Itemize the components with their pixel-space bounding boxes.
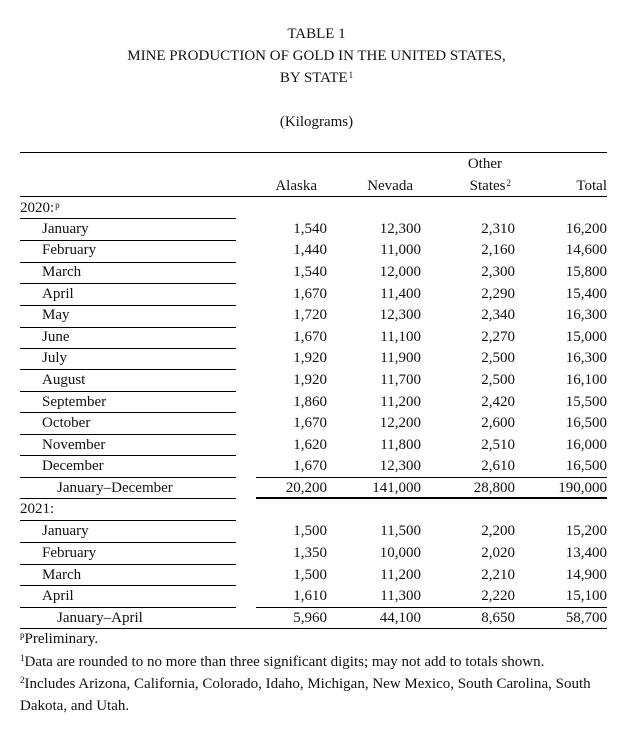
table-row: December 1,670 12,300 2,610 16,500 xyxy=(42,458,607,474)
table-row: April 1,610 11,300 2,220 15,100 xyxy=(42,588,607,604)
table-units: (Kilograms) xyxy=(279,114,354,130)
table-number: TABLE 1 xyxy=(287,26,346,42)
header-bottom-rule xyxy=(20,196,607,197)
total-row-2021: January–April 5,960 44,100 8,650 58,700 xyxy=(57,610,607,626)
table-row: August 1,920 11,700 2,500 16,100 xyxy=(42,372,607,388)
table-row: February 1,350 10,000 2,020 13,400 xyxy=(42,545,607,561)
table-row: April 1,670 11,400 2,290 15,400 xyxy=(42,286,607,302)
footnote-preliminary: $^p$Preliminary. xyxy=(20,630,99,647)
column-header-nevada: Nevada xyxy=(367,178,413,194)
top-rule xyxy=(20,152,607,153)
footnote-1: $^1$Data are rounded to no more than three significant digits; may not add to totals shown. xyxy=(20,653,545,670)
column-header-alaska: Alaska xyxy=(275,178,317,194)
footnote-ref-p: p xyxy=(55,200,60,210)
footnote-ref-1: 1 xyxy=(348,70,354,80)
table-row: September 1,860 11,200 2,420 15,500 xyxy=(42,394,607,410)
column-header-total: Total xyxy=(576,178,607,194)
table-row: May 1,720 12,300 2,340 16,300 xyxy=(42,307,607,323)
table-row: January 1,540 12,300 2,310 16,200 xyxy=(42,221,607,237)
table-title-line1: MINE PRODUCTION OF GOLD IN THE UNITED STATES, xyxy=(127,48,506,64)
table-row: February 1,440 11,000 2,160 14,600 xyxy=(42,242,607,258)
column-header-other-line1: Other xyxy=(467,156,502,172)
table-row: October 1,670 12,200 2,600 16,500 xyxy=(42,415,607,431)
table-row: March 1,500 11,200 2,210 14,900 xyxy=(42,567,607,583)
table-row: July 1,920 11,900 2,500 16,300 xyxy=(42,350,607,366)
total-row-2020: January–December 20,200 141,000 28,800 190,000 xyxy=(57,480,607,496)
footnote-2: $^2$Includes Arizona, California, Colorado, Idaho, Michigan, New Mexico, South Carolina, South Dakota, and Utah. xyxy=(20,675,591,714)
table-row: November 1,620 11,800 2,510 16,000 xyxy=(42,437,607,453)
table-title-line2: BY STATE$^1$ xyxy=(279,70,354,86)
column-header-other-line2: States$^2$ xyxy=(469,178,511,194)
table-row: March 1,540 12,000 2,300 15,800 xyxy=(42,264,607,280)
table-row: January 1,500 11,500 2,200 15,200 xyxy=(42,523,607,539)
section-header-2020: 2020:$^p$ xyxy=(20,200,60,216)
table-row: June 1,670 11,100 2,270 15,000 xyxy=(42,329,607,345)
footnote-ref-2: 2 xyxy=(506,178,511,188)
section-header-2021: 2021: xyxy=(20,501,55,517)
